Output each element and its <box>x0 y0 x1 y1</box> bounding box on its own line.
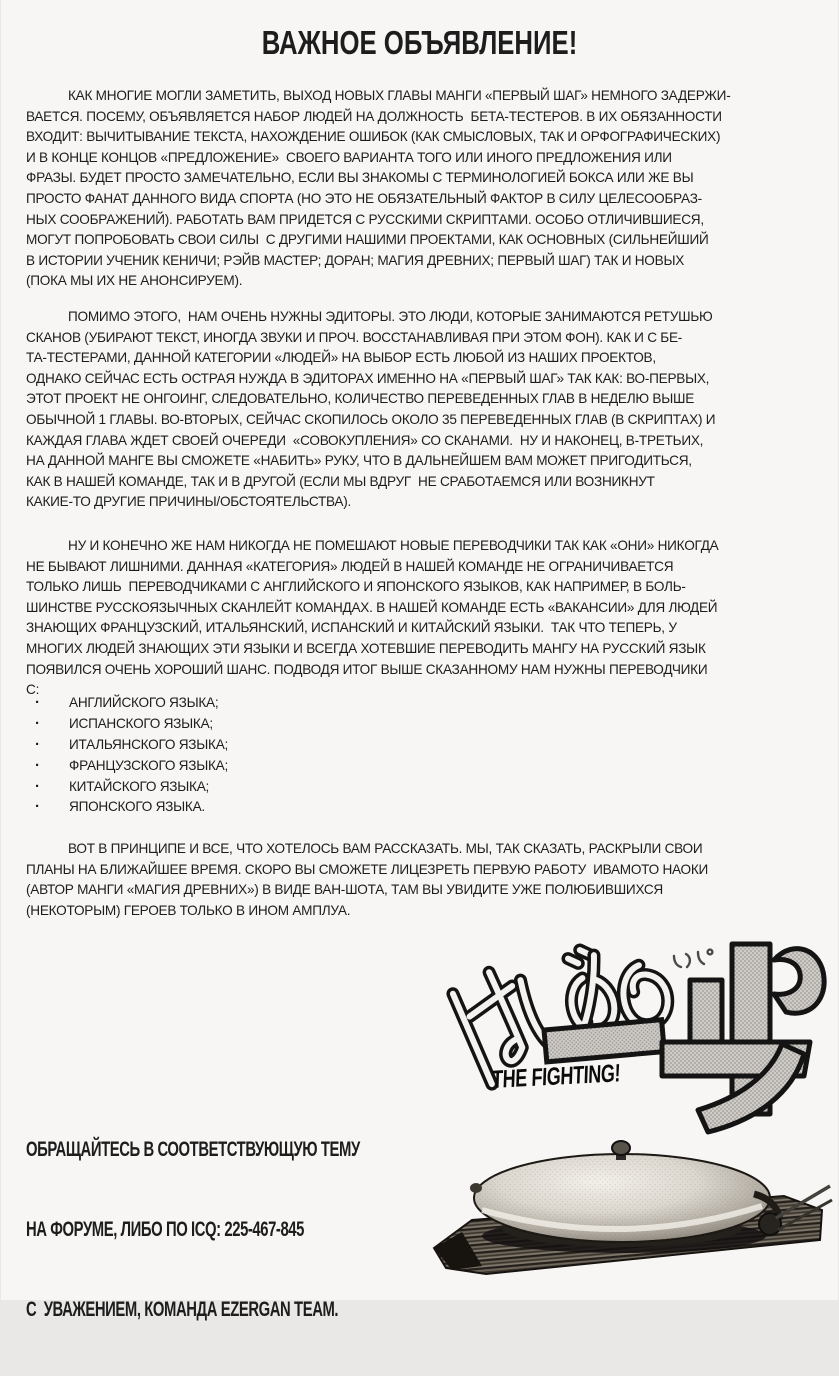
text-line: НЕ БЫВАЮТ ЛИШНИМИ. ДАННАЯ «КАТЕГОРИЯ» ЛЮДЕЙ В НАШЕЙ КОМАНДЕ НЕ ОГРАНИЧИВАЕТСЯ <box>26 558 674 574</box>
contact-line: С УВАЖЕНИЕМ, КОМАНДА EZERGAN TEAM. <box>26 1296 339 1321</box>
list-item <box>26 798 228 819</box>
paragraph <box>26 536 826 701</box>
text-line: ПРОСТО ФАНАТ ДАННОГО ВИДА СПОРТА (НО ЭТО НЕ ОБЯЗАТЕЛЬНЫЙ ФАКТОР В СИЛУ ЦЕЛЕСООБРАЗ- <box>26 190 702 206</box>
text-line: СКАНОВ (УБИРАЮТ ТЕКСТ, ИНОГДА ЗВУКИ И ПРОЧ. ВОССТАНАВЛИВАЯ ПРИ ЭТОМ ФОН). КАК И С БЕ- <box>26 329 683 345</box>
paragraph <box>26 86 826 292</box>
list-item <box>26 736 228 757</box>
language-bullet-list <box>26 694 228 819</box>
text-line: МОГУТ ПОПРОБОВАТЬ СВОИ СИЛЫ С ДРУГИМИ НАШИМИ ПРОЕКТАМИ, КАК ОСНОВНЫХ (СИЛЬНЕЙШИЙ <box>26 232 709 248</box>
text-line: ЭТОТ ПРОЕКТ НЕ ОНГОИНГ, СЛЕДОВАТЕЛЬНО, КОЛИЧЕСТВО ПЕРЕВЕДЕННЫХ ГЛАВ В НЕДЕЛЮ ВЫШЕ <box>26 391 695 407</box>
text-line: ПОЯВИЛСЯ ОЧЕНЬ ХОРОШИЙ ШАНС. ПОДВОДЯ ИТОГ ВЫШЕ СКАЗАННОМУ НАМ НУЖНЫ ПЕРЕВОДЧИКИ <box>26 661 708 677</box>
logo-ichi-bar <box>544 1020 664 1062</box>
bullet-dot: · <box>35 798 40 816</box>
text-line: С: <box>26 682 40 698</box>
text-line: КАК В НАШЕЙ КОМАНДЕ, ТАК И В ДРУГОЙ (ЕСЛИ МЫ ВДРУГ НЕ СРАБОТАЕМСЯ ИЛИ ВОЗНИКНУТ <box>26 473 655 489</box>
scanlation-announcement-page <box>1 0 838 1321</box>
text-line: ТА-ТЕСТЕРАМИ, ДАННОЙ КАТЕГОРИИ «ЛЮДЕЙ» НА ВЫБОР ЕСТЬ ЛЮБОЙ ИЗ НАШИХ ПРОЕКТОВ, <box>26 350 656 366</box>
bullet-text: КИТАЙСКОГО ЯЗЫКА; <box>69 778 210 794</box>
text-line: КАК МНОГИЕ МОГЛИ ЗАМЕТИТЬ, ВЫХОД НОВЫХ ГЛАВЫ МАНГИ «ПЕРВЫЙ ШАГ» НЕМНОГО ЗАДЕРЖИ- <box>68 88 731 103</box>
text-line: (НЕКОТОРЫМ) ГЕРОЕВ ТОЛЬКО В ИНОМ АМПЛУА. <box>26 902 351 918</box>
bullet-dot: · <box>35 714 40 732</box>
bullet-dot: · <box>35 694 40 711</box>
bullet-text: ФРАНЦУЗСКОГО ЯЗЫКА; <box>69 757 229 773</box>
text-line: В ИСТОРИИ УЧЕНИК КЕНИЧИ; РЭЙВ МАСТЕР; ДОРАН; МАГИЯ ДРЕВНИХ; ПЕРВЫЙ ШАГ) ТАК И НОВЫХ <box>26 252 685 268</box>
text-line: (ПОКА МЫ ИХ НЕ АНОНСИРУЕМ). <box>26 273 243 289</box>
bullet-dot: · <box>35 756 40 774</box>
text-line: ВОТ В ПРИНЦИПЕ И ВСЕ, ЧТО ХОТЕЛОСЬ ВАМ РАССКАЗАТЬ. МЫ, ТАК СКАЗАТЬ, РАСКРЫЛИ СВОИ <box>68 841 703 856</box>
logo-subtitle: THE FIGHTING! <box>491 1059 621 1095</box>
text-line: ВАЕТСЯ. ПОСЕМУ, ОБЪЯВЛЯЕТСЯ НАБОР ЛЮДЕЙ НА ДОЛЖНОСТЬ БЕТА-ТЕСТЕРОВ. В ИХ ОБЯЗАННОСТИ <box>26 108 722 124</box>
contact-line: НА ФОРУМЕ, ЛИБО ПО ICQ: 225-467-845 <box>26 1216 304 1241</box>
text-line: ЗНАЮЩИХ ФРАНЦУЗСКИЙ, ИТАЛЬЯНСКИЙ, ИСПАНСКИЙ И КИТАЙСКИЙ ЯЗЫКИ. ТАК ЧТО ТЕПЕРЬ, У <box>26 620 677 636</box>
text-line: ПЛАНЫ НА БЛИЖАЙШЕЕ ВРЕМЯ. СКОРО ВЫ СМОЖЕТЕ ЛИЦЕЗРЕТЬ ПЕРВУЮ РАБОТУ ИВАМОТО НАОКИ <box>26 861 709 877</box>
bullet-dot: · <box>35 777 40 795</box>
list-item <box>26 757 228 778</box>
paragraph <box>26 307 826 513</box>
contact-block <box>26 1083 360 1376</box>
page-title: ВАЖНОЕ ОБЪЯВЛЕНИЕ! <box>261 24 578 61</box>
boxing-bell-illustration <box>424 1128 836 1300</box>
hajime-no-ippo-logo <box>394 942 839 1142</box>
list-item <box>26 778 228 799</box>
text-line: КАКИЕ-ТО ДРУГИЕ ПРИЧИНЫ/ОБСТОЯТЕЛЬСТВА). <box>26 494 352 510</box>
paragraph <box>26 839 826 921</box>
text-line: И В КОНЦЕ КОНЦОВ «ПРЕДЛОЖЕНИЕ» СВОЕГО ВАРИАНТА ТОГО ИЛИ ИНОГО ПРЕДЛОЖЕНИЯ ИЛИ <box>26 149 672 165</box>
bullet-text: ЯПОНСКОГО ЯЗЫКА. <box>69 799 205 815</box>
text-line: ОДНАКО СЕЙЧАС ЕСТЬ ОСТРАЯ НУЖДА В ЭДИТОРАХ ИМЕННО НА «ПЕРВЫЙ ШАГ» ТАК КАК: ВО-ПЕРВЫХ, <box>26 370 710 386</box>
left-rivet <box>470 1183 482 1193</box>
bullet-text: ИСПАНСКОГО ЯЗЫКА; <box>69 715 213 731</box>
bullet-text: АНГЛИЙСКОГО ЯЗЫКА; <box>69 695 219 710</box>
logo-ippo-kanji <box>662 944 824 1132</box>
bullet-dot: · <box>35 735 40 753</box>
logo-artwork <box>394 942 839 1142</box>
text-line: ВХОДИТ: ВЫЧИТЫВАНИЕ ТЕКСТА, НАХОЖДЕНИЕ ОШИБОК (КАК СМЫСЛОВЫХ, ТАК И ОРФОГРАФИЧЕСКИХ) <box>26 129 721 145</box>
text-line: ПОМИМО ЭТОГО, НАМ ОЧЕНЬ НУЖНЫ ЭДИТОРЫ. ЭТО ЛЮДИ, КОТОРЫЕ ЗАНИМАЮТСЯ РЕТУШЬЮ <box>68 309 713 324</box>
contact-line: ОБРАЩАЙТЕСЬ В СООТВЕТСТВУЮЩУЮ ТЕМУ <box>26 1137 360 1162</box>
list-item <box>26 694 228 715</box>
logo-furigana-marks <box>674 950 712 967</box>
text-line: ШИНСТВЕ РУССКОЯЗЫЧНЫХ СКАНЛЕЙТ КОМАНДАХ. В НАШЕЙ КОМАНДЕ ЕСТЬ «ВАКАНСИИ» ДЛЯ ЛЮДЕЙ <box>26 599 718 615</box>
text-line: (АВТОР МАНГИ «МАГИЯ ДРЕВНИХ») В ВИДЕ ВАН-ШОТА, ТАМ ВЫ УВИДИТЕ УЖЕ ПОЛЮБИВШИХСЯ <box>26 882 663 898</box>
text-line: ФРАЗЫ. БУДЕТ ПРОСТО ЗАМЕЧАТЕЛЬНО, ЕСЛИ ВЫ ЗНАКОМЫ С ТЕРМИНОЛОГИЕЙ БОКСА ИЛИ ЖЕ ВЫ <box>26 170 694 186</box>
text-line: КАЖДАЯ ГЛАВА ЖДЕТ СВОЕЙ ОЧЕРЕДИ «СОВОКУПЛЕНИЯ» СО СКАНАМИ. НУ И НАКОНЕЦ, В-ТРЕТЬИХ, <box>26 432 704 448</box>
list-item <box>26 715 228 736</box>
bullet-text: ИТАЛЬЯНСКОГО ЯЗЫКА; <box>69 736 229 752</box>
text-line: НА ДАННОЙ МАНГЕ ВЫ СМОЖЕТЕ «НАБИТЬ» РУКУ, ЧТО В ДАЛЬНЕЙШЕМ ВАМ МОЖЕТ ПРИГОДИТЬСЯ, <box>26 453 692 469</box>
text-line: НУ И КОНЕЧНО ЖЕ НАМ НИКОГДА НЕ ПОМЕШАЮТ НОВЫЕ ПЕРЕВОДЧИКИ ТАК КАК «ОНИ» НИКОГДА <box>68 538 719 553</box>
text-line: ТОЛЬКО ЛИШЬ ПЕРЕВОДЧИКАМИ С АНГЛИЙСКОГО И ЯПОНСКОГО ЯЗЫКОВ, КАК НАПРИМЕР, В БОЛЬ- <box>26 579 686 595</box>
text-line: МНОГИХ ЛЮДЕЙ ЗНАЮЩИХ ЭТИ ЯЗЫКИ И ВСЕГДА ХОТЕВШИЕ ПЕРЕВОДИТЬ МАНГУ НА РУССКИЙ ЯЗЫК <box>26 640 706 656</box>
text-line: ОБЫЧНОЙ 1 ГЛАВЫ. ВО-ВТОРЫХ, СЕЙЧАС СКОПИЛОСЬ ОКОЛО 35 ПЕРЕВЕДЕННЫХ ГЛАВ (В СКРИПТАХ) И <box>26 411 716 427</box>
bell-knob <box>612 1141 630 1155</box>
text-line: НЫХ СООБРАЖЕНИЙ). РАБОТАТЬ ВАМ ПРИДЕТСЯ С РУССКИМИ СКРИПТАМИ. ОСОБО ОТЛИЧИВШИЕСЯ, <box>26 211 704 227</box>
